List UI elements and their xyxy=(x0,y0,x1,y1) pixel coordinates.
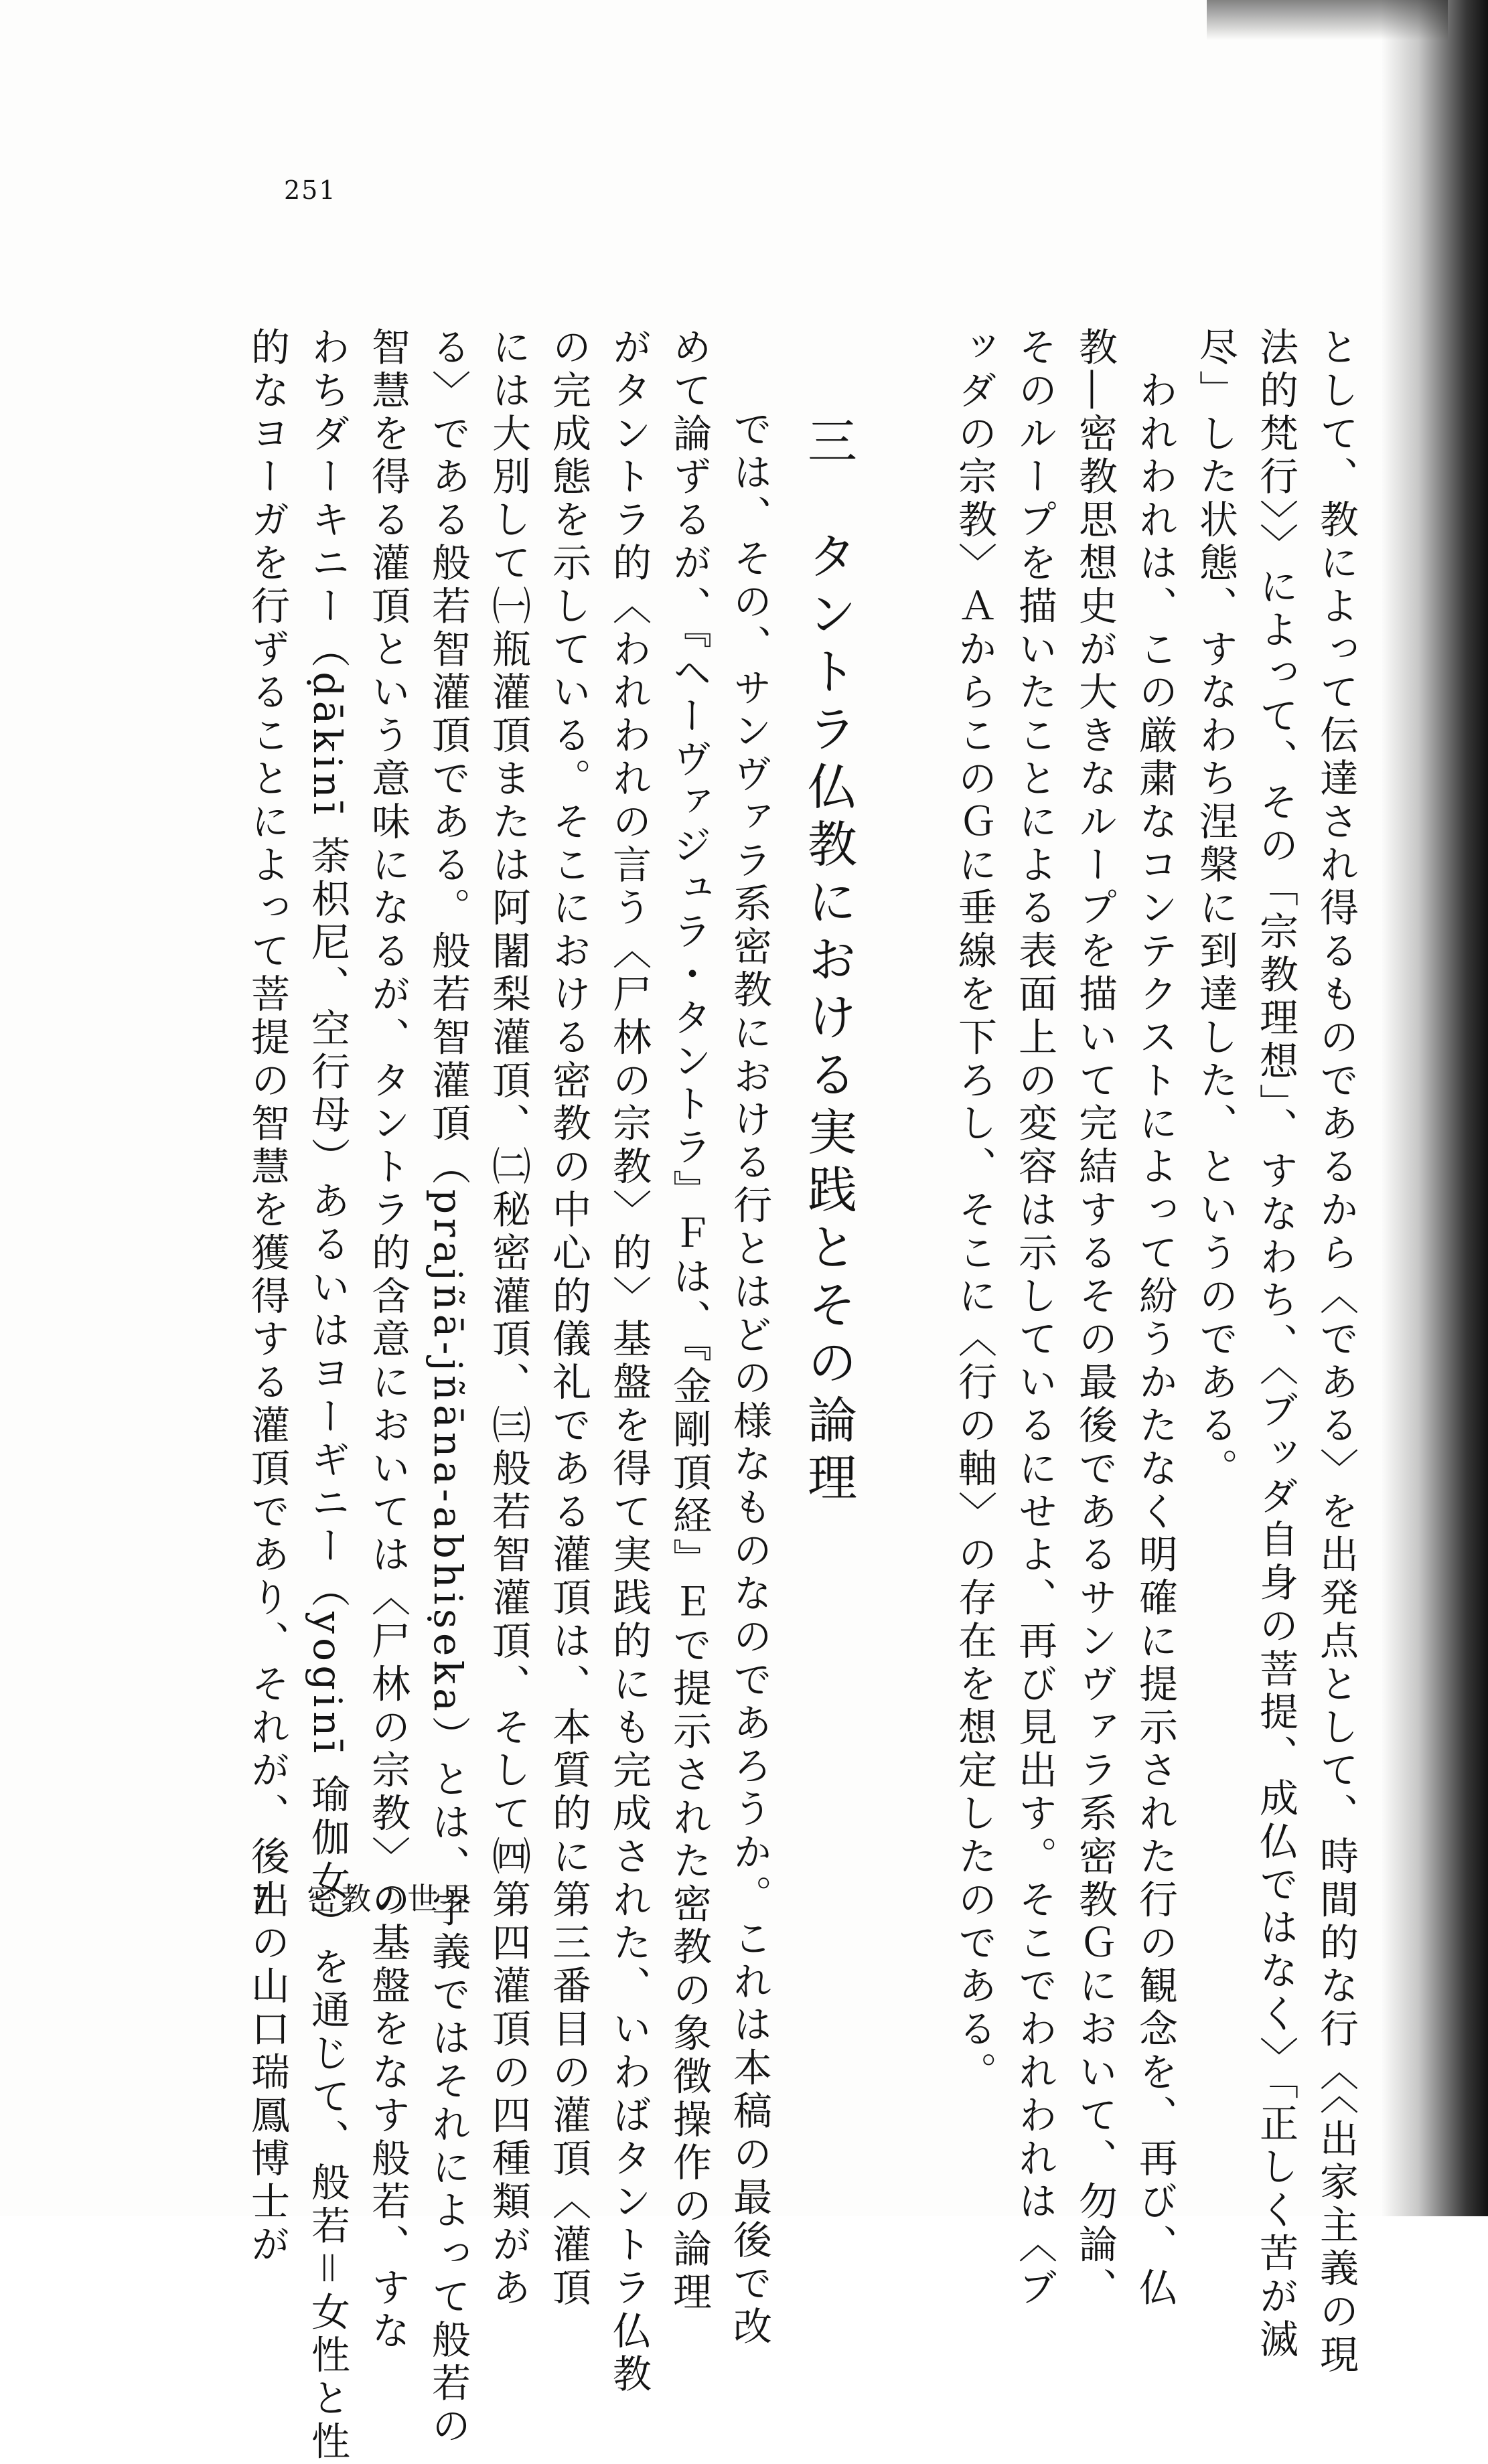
body-column-7: 智慧を得る灌頂という意味になるが、タントラ的含意においては〈尸林の宗教〉の基盤をなす般若、すな xyxy=(365,327,411,2354)
page-number: 251 xyxy=(284,175,337,205)
body-column-6: る〉である般若智灌頂である。般若智灌頂（prajñā-jñāna-abhiṣeka）とは、字義ではそれによって般若の xyxy=(425,327,471,2449)
scan-edge-shadow-top xyxy=(1207,0,1448,40)
body-column-1: では、その、サンヴァラ系密教における行とはどの様なものなのであろうか。これは本稿の最後で改 xyxy=(727,366,772,2350)
body-column-9: 的なヨーガを行ずることによって菩提の智慧を獲得する灌頂であり、それが、後出の山口瑞鳳博士が xyxy=(244,327,290,2267)
body-column-5: には大別して㈠瓶灌頂または阿闍梨灌頂、㈡秘密灌頂、㈢般若智灌頂、そして㈣第四灌頂の四種類があ xyxy=(486,327,531,2311)
body-column-2: めて論ずるが、『ヘーヴァジュラ・タントラ』Ｆは、『金剛頂経』Ｅで提示された密教の象徴操作の論理 xyxy=(666,327,712,2315)
footer-running-title: 7 密教の世界 xyxy=(251,1881,475,1917)
section-heading: 三 タントラ仏教における実践とその論理 xyxy=(800,415,857,1509)
body-column-4: の完成態を示している。そこにおける密教の中心的儀礼である灌頂は、本質的に第三番目の灌頂〈灌頂 xyxy=(546,327,591,2311)
upper-column-3: 尽」した状態、すなわち涅槃に到達した、というのである。 xyxy=(1193,327,1238,1491)
body-column-8: わちダーキニー（ḍākinī 荼枳尼、空行母）あるいはヨーギニー（yoginī 瑜伽女）を通じて、般若＝女性と性 xyxy=(305,327,350,2464)
upper-column-7: ッダの宗教〉ＡからこのＧに垂線を下ろし、そこに〈行の軸〉の存在を想定したのである。 xyxy=(952,327,997,2095)
body-column-3: がタントラ的〈われわれの言う〈尸林の宗教〉的〉基盤を得て実践的にも完成された、いわばタントラ仏教 xyxy=(606,327,652,2397)
upper-column-6: そのループを描いたことによる表面上の変容は示しているにせよ、再び見出す。そこでわれわれは〈ブ xyxy=(1012,327,1057,2311)
scan-edge-shadow xyxy=(1381,0,1488,2216)
upper-column-5: 教―密教思想史が大きなループを描いて完結するその最後であるサンヴァラ系密教Ｇにおいて、勿論、 xyxy=(1072,327,1118,2311)
upper-column-1: として、教によって伝達され得るものであるから〈である〉を出発点として、時間的な行〈〈出家主義の現 xyxy=(1313,327,1359,2378)
upper-column-4: われわれは、この厳粛なコンテクストによって紛うかたなく明確に提示された行の観念を、再び、仏 xyxy=(1132,327,1178,2311)
upper-column-2: 法的梵行〉〉によって、その「宗教理想」、すなわち、〈ブッダ自身の菩提、成仏ではなく〉「正しく苦が滅 xyxy=(1253,327,1298,2362)
